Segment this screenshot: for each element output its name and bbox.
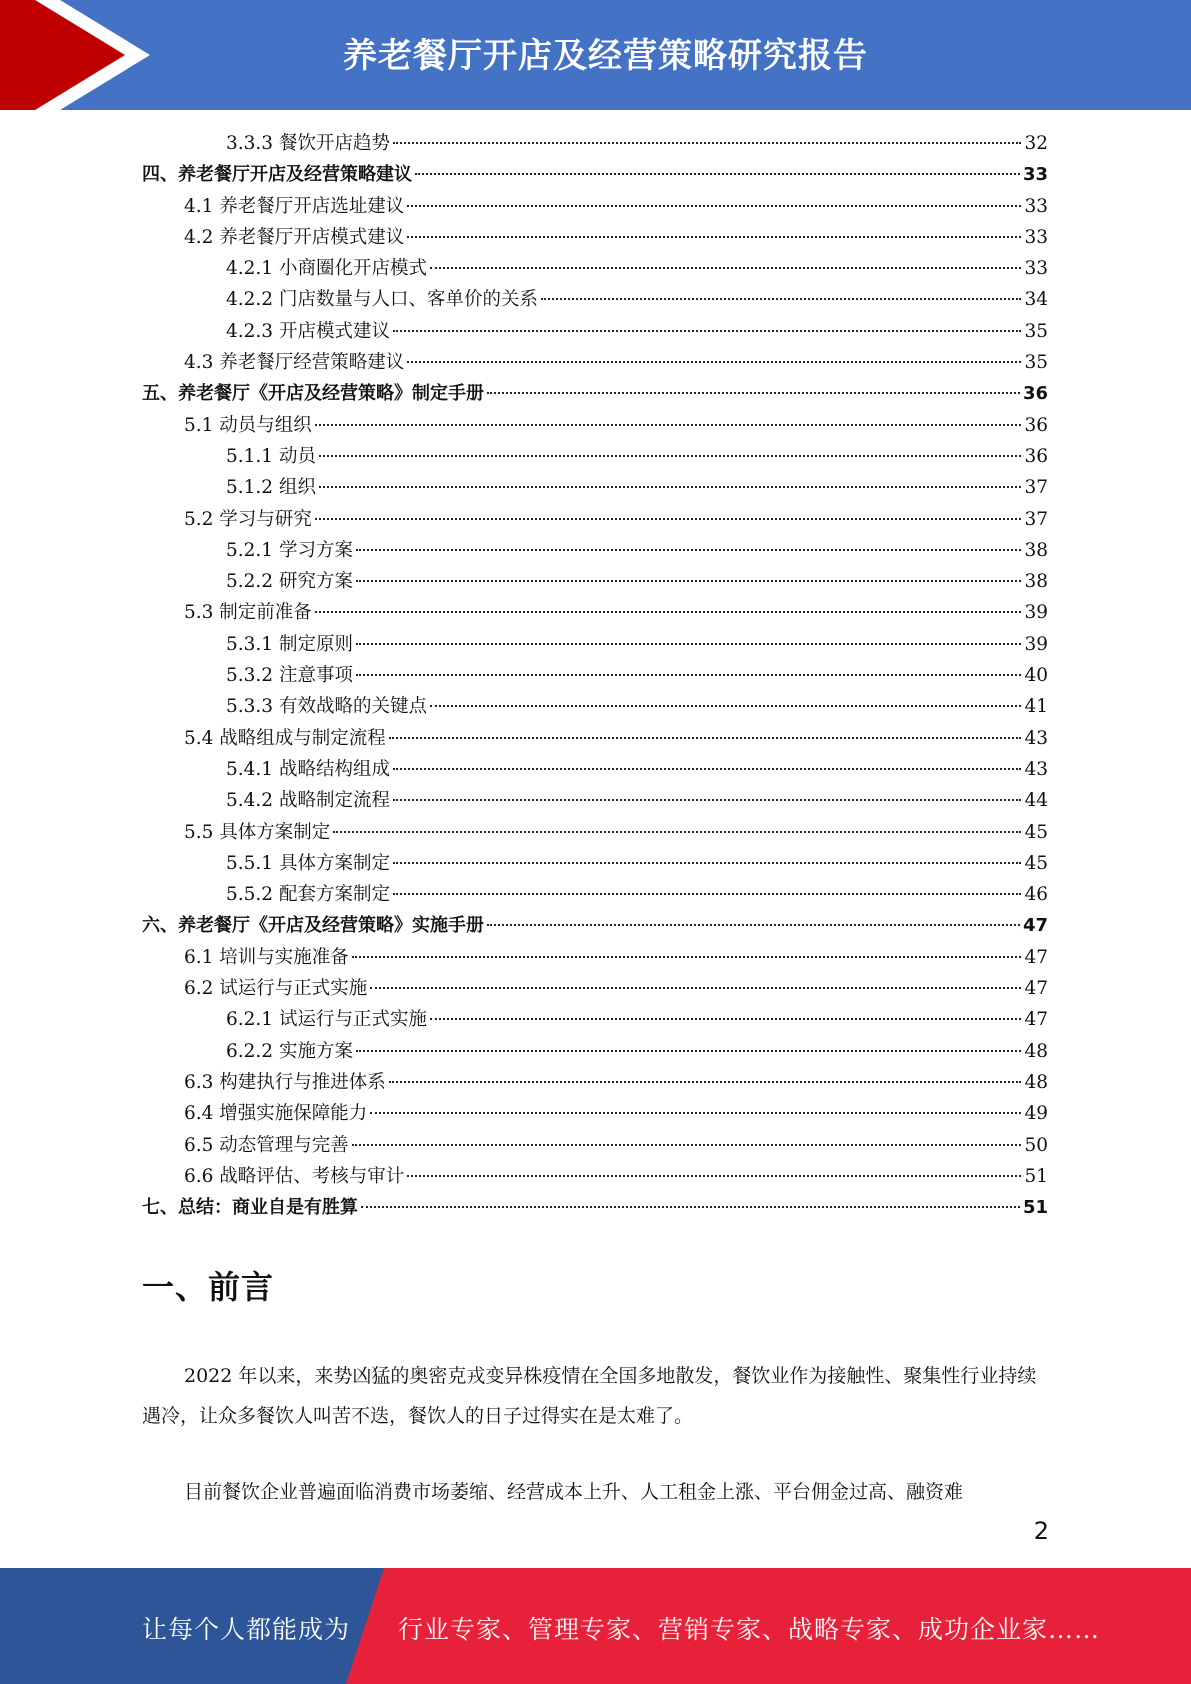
toc-entry[interactable] (142, 316, 1048, 347)
toc-entry[interactable] (142, 347, 1048, 378)
toc-entry-label: 4.2.2 门店数量与人口、客单价的关系 (226, 289, 538, 311)
toc-entry[interactable] (142, 910, 1048, 941)
document-title: 养老餐厅开店及经营策略研究报告 (343, 36, 868, 76)
toc-entry-page: 44 (1024, 790, 1048, 812)
toc-entry[interactable] (142, 222, 1048, 253)
toc-dot-leader (352, 956, 1022, 958)
toc-entry-page: 35 (1024, 320, 1048, 342)
toc-dot-leader (370, 987, 1021, 989)
toc-entry[interactable] (142, 253, 1048, 284)
toc-entry-label: 四、养老餐厅开店及经营策略建议 (142, 164, 412, 186)
toc-entry[interactable] (142, 410, 1048, 441)
toc-entry-page: 40 (1024, 665, 1048, 687)
toc-dot-leader (407, 205, 1021, 207)
toc-entry-label: 5.4 战略组成与制定流程 (184, 727, 386, 749)
toc-dot-leader (356, 580, 1022, 582)
toc-entry-page: 36 (1024, 414, 1048, 436)
toc-dot-leader (356, 674, 1022, 676)
toc-dot-leader (430, 705, 1021, 707)
toc-entry[interactable] (142, 535, 1048, 566)
toc-entry[interactable] (142, 660, 1048, 691)
toc-entry-label: 5.3.3 有效战略的关键点 (226, 696, 427, 718)
toc-entry-page: 33 (1024, 258, 1048, 280)
footer-slogan-left: 让每个人都能成为 (142, 1615, 351, 1644)
toc-entry-label: 5.1.2 组织 (226, 477, 316, 499)
toc-entry-page: 47 (1024, 946, 1048, 968)
toc-entry-label: 3.3.3 餐饮开店趋势 (226, 133, 390, 154)
toc-entry[interactable] (142, 472, 1048, 503)
toc-dot-leader (393, 768, 1021, 770)
toc-entry-page: 45 (1024, 852, 1048, 874)
toc-dot-leader (430, 1018, 1021, 1020)
toc-dot-leader (356, 1050, 1022, 1052)
toc-entry-label: 五、养老餐厅《开店及经营策略》制定手册 (142, 383, 484, 405)
toc-entry[interactable] (142, 378, 1048, 409)
toc-entry-label: 5.1.1 动员 (226, 445, 316, 467)
toc-entry[interactable] (142, 973, 1048, 1004)
toc-dot-leader (393, 142, 1021, 144)
footer-slogan-right: 行业专家、管理专家、营销专家、战略专家、成功企业家…… (398, 1615, 1101, 1644)
toc-entry-page: 43 (1024, 727, 1048, 749)
toc-entry[interactable] (142, 441, 1048, 472)
toc-entry-page: 37 (1024, 508, 1048, 530)
toc-entry-page: 41 (1024, 696, 1048, 718)
toc-dot-leader (393, 862, 1021, 864)
toc-dot-leader (352, 1144, 1022, 1146)
toc-dot-leader (407, 236, 1021, 238)
toc-entry-page: 34 (1024, 289, 1048, 311)
toc-dot-leader (315, 518, 1022, 520)
toc-dot-leader (315, 611, 1022, 613)
toc-entry-page: 47 (1022, 915, 1048, 937)
toc-dot-leader (430, 267, 1021, 269)
toc-entry-page: 48 (1024, 1040, 1048, 1062)
toc-entry[interactable] (142, 1161, 1048, 1192)
toc-entry-page: 48 (1024, 1071, 1048, 1093)
toc-entry-label: 6.2.2 实施方案 (226, 1040, 353, 1062)
toc-entry[interactable] (142, 754, 1048, 785)
toc-entry-page: 39 (1024, 602, 1048, 624)
toc-entry[interactable] (142, 159, 1048, 190)
toc-entry[interactable] (142, 691, 1048, 722)
toc-dot-leader (319, 455, 1022, 457)
toc-entry[interactable] (142, 128, 1048, 159)
body-paragraph: 2022 年以来，来势凶猛的奥密克戎变异株疫情在全国多地散发，餐饮业作为接触性、聚集性行业持续遇冷，让众多餐饮人叫苦不迭，餐饮人的日子过得实在是太难了。 (142, 1365, 1037, 1427)
toc-entry-label: 6.4 增强实施保障能力 (184, 1103, 368, 1125)
toc-entry-label: 5.4.2 战略制定流程 (226, 790, 390, 812)
toc-entry-page: 33 (1022, 164, 1048, 186)
toc-entry-page: 37 (1024, 477, 1048, 499)
toc-entry-label: 5.2.2 研究方案 (226, 571, 353, 593)
toc-dot-leader (356, 643, 1022, 645)
toc-entry-label: 5.2 学习与研究 (184, 508, 312, 530)
toc-dot-leader (393, 799, 1021, 801)
toc-entry-label: 5.2.1 学习方案 (226, 539, 353, 561)
toc-entry-page: 43 (1024, 758, 1048, 780)
table-of-contents (142, 128, 1048, 1223)
toc-entry-label: 6.5 动态管理与完善 (184, 1134, 349, 1156)
toc-dot-leader (487, 392, 1020, 394)
toc-dot-leader (407, 361, 1021, 363)
toc-entry[interactable] (142, 1036, 1048, 1067)
toc-entry-label: 6.2 试运行与正式实施 (184, 978, 368, 1000)
toc-entry-label: 4.2 养老餐厅开店模式建议 (184, 226, 405, 248)
toc-entry[interactable] (142, 1067, 1048, 1098)
body-paragraph: 目前餐饮企业普遍面临消费市场萎缩、经营成本上升、人工租金上涨、平台佣金过高、融资难 (184, 1481, 964, 1503)
toc-entry[interactable] (142, 785, 1048, 816)
toc-dot-leader (541, 298, 1021, 300)
toc-entry-page: 49 (1024, 1103, 1048, 1125)
toc-entry-label: 6.3 构建执行与推进体系 (184, 1071, 386, 1093)
header-banner (0, 0, 1191, 110)
toc-entry-label: 5.5.1 具体方案制定 (226, 852, 390, 874)
toc-entry-label: 4.3 养老餐厅经营策略建议 (184, 352, 405, 374)
page-number: 2 (1033, 1517, 1049, 1545)
toc-entry-page: 38 (1024, 539, 1048, 561)
toc-entry-label: 七、总结：商业自是有胜算 (142, 1197, 358, 1219)
toc-entry-label: 5.3 制定前准备 (184, 602, 312, 624)
toc-entry-label: 5.5.2 配套方案制定 (226, 884, 390, 906)
toc-dot-leader (315, 424, 1022, 426)
toc-entry-label: 4.1 养老餐厅开店选址建议 (184, 195, 405, 217)
toc-entry[interactable] (142, 942, 1048, 973)
toc-entry[interactable] (142, 597, 1048, 628)
toc-entry-label: 六、养老餐厅《开店及经营策略》实施手册 (142, 915, 484, 937)
toc-entry-page: 46 (1024, 884, 1048, 906)
toc-entry-label: 6.2.1 试运行与正式实施 (226, 1009, 427, 1031)
toc-entry-page: 47 (1024, 978, 1048, 1000)
toc-dot-leader (407, 1175, 1021, 1177)
toc-entry-label: 5.4.1 战略结构组成 (226, 758, 390, 780)
toc-entry-page: 33 (1024, 195, 1048, 217)
toc-dot-leader (487, 924, 1020, 926)
toc-entry-page: 36 (1022, 383, 1048, 405)
toc-dot-leader (389, 1081, 1022, 1083)
toc-dot-leader (415, 173, 1020, 175)
toc-entry-page: 50 (1024, 1134, 1048, 1156)
toc-dot-leader (333, 831, 1021, 833)
footer-banner (0, 1568, 1191, 1684)
toc-entry-page: 32 (1024, 133, 1048, 154)
toc-entry[interactable] (142, 566, 1048, 597)
toc-dot-leader (389, 737, 1022, 739)
toc-entry[interactable] (142, 191, 1048, 222)
toc-entry-page: 35 (1024, 352, 1048, 374)
toc-entry[interactable] (142, 723, 1048, 754)
toc-entry-label: 5.1 动员与组织 (184, 414, 312, 436)
toc-entry[interactable] (142, 629, 1048, 660)
toc-entry-label: 5.5 具体方案制定 (184, 821, 331, 843)
toc-entry[interactable] (142, 504, 1048, 535)
toc-entry-page: 36 (1024, 445, 1048, 467)
toc-entry[interactable] (142, 848, 1048, 879)
toc-dot-leader (393, 893, 1021, 895)
toc-entry-page: 47 (1024, 1009, 1048, 1031)
toc-dot-leader (319, 486, 1022, 488)
toc-entry-page: 45 (1024, 821, 1048, 843)
toc-dot-leader (361, 1206, 1020, 1208)
toc-entry-page: 51 (1022, 1197, 1048, 1219)
toc-entry-page: 51 (1024, 1165, 1048, 1187)
toc-entry-label: 6.1 培训与实施准备 (184, 946, 349, 968)
toc-entry-page: 33 (1024, 226, 1048, 248)
toc-entry-label: 6.6 战略评估、考核与审计 (184, 1165, 405, 1187)
toc-entry[interactable] (142, 817, 1048, 848)
toc-entry-label: 4.2.3 开店模式建议 (226, 320, 390, 342)
toc-entry[interactable] (142, 1192, 1048, 1223)
toc-entry[interactable] (142, 1098, 1048, 1129)
toc-entry[interactable] (142, 1004, 1048, 1035)
toc-entry[interactable] (142, 1130, 1048, 1161)
toc-dot-leader (356, 549, 1022, 551)
toc-entry-page: 39 (1024, 633, 1048, 655)
section-heading: 一、前言 (142, 1268, 275, 1306)
toc-entry-label: 5.3.2 注意事项 (226, 665, 353, 687)
toc-dot-leader (370, 1112, 1021, 1114)
toc-entry-page: 38 (1024, 571, 1048, 593)
toc-entry-label: 4.2.1 小商圈化开店模式 (226, 258, 427, 280)
toc-dot-leader (393, 330, 1021, 332)
toc-entry[interactable] (142, 284, 1048, 315)
toc-entry-label: 5.3.1 制定原则 (226, 633, 353, 655)
toc-entry[interactable] (142, 879, 1048, 910)
